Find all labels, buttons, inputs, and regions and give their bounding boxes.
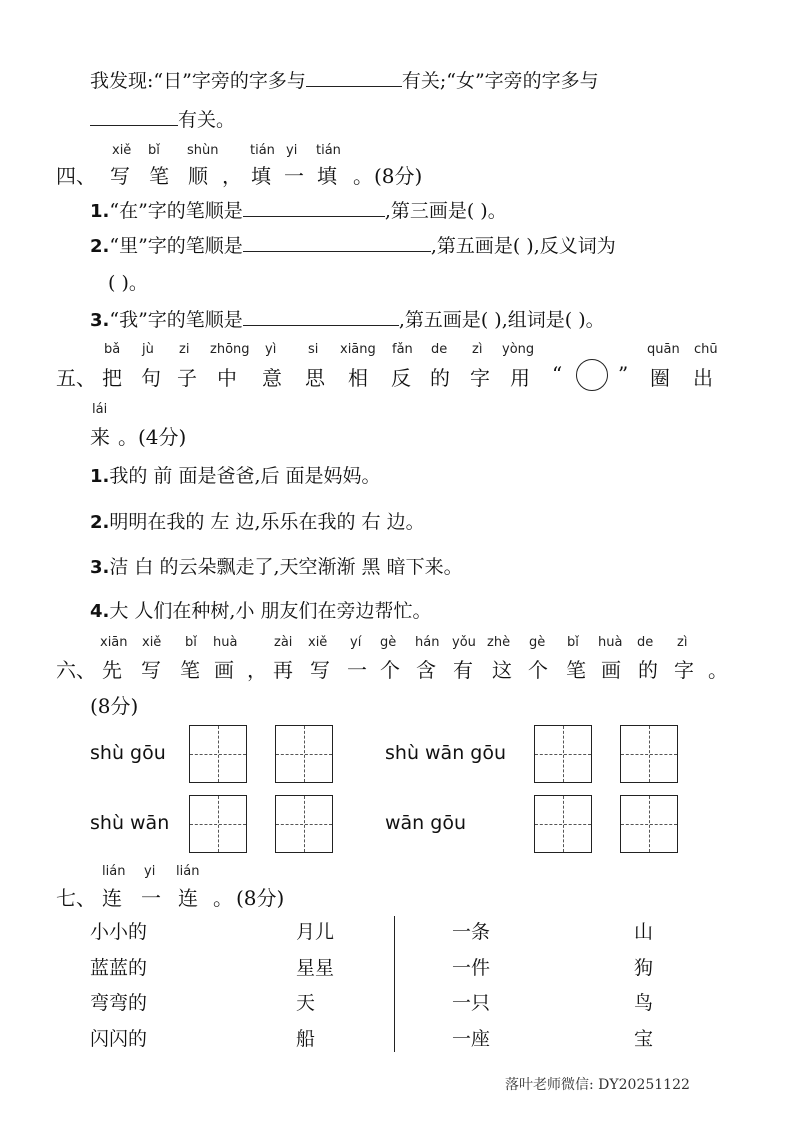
s5-pinyin-0: bǎ [104, 342, 121, 357]
s5-quote-open: “ [552, 362, 563, 386]
s4-char-5: 一 [284, 164, 304, 188]
s6-char-17: 。 [708, 658, 728, 682]
s5-char-2: 子 [177, 366, 197, 390]
stroke-label: shù wān gōu [385, 742, 507, 764]
answer-blank[interactable] [243, 233, 431, 252]
match-left-a[interactable]: 闪闪的 [90, 1028, 148, 1050]
s7-pinyin-2: lián [176, 864, 200, 879]
s5-lai: 来 [90, 425, 110, 449]
s4-pinyin-4: yi [286, 143, 298, 158]
writing-grid-box[interactable] [275, 795, 333, 853]
match-right-a[interactable]: 一座 [452, 1028, 491, 1050]
s4-char-0: 写 [110, 164, 130, 188]
s7-score: (8分) [236, 886, 285, 910]
s5-char-7: 反 [391, 366, 411, 390]
s6-pinyin-15: zì [677, 635, 688, 650]
s5-tail: 。(4分) [118, 425, 187, 449]
answer-blank[interactable] [243, 307, 399, 326]
line1-text-b: 有关;“女”字旁的字多与 [401, 70, 599, 92]
s5-item-text[interactable]: 洁 白 的云朵飘走了,天空渐渐 黑 暗下来。 [109, 556, 463, 578]
s4-char-6: 填 [317, 164, 337, 188]
s5-item-text[interactable]: 明明在我的 左 边,乐乐在我的 右 边。 [109, 511, 425, 533]
s6-char-7: 一 [347, 658, 367, 682]
writing-grid-box[interactable] [189, 795, 247, 853]
q3-text-b: ,第五画是( ),组词是( )。 [398, 309, 605, 331]
s4-pinyin-5: tián [316, 143, 341, 158]
s5-item-num: 1. [90, 466, 110, 487]
s4-question-2 [90, 233, 616, 260]
s6-pinyin-5: xiě [308, 635, 328, 650]
s6-char-2: 笔 [180, 658, 200, 682]
s4-pinyin-1: bǐ [148, 143, 160, 158]
s5-item-text[interactable]: 我的 前 面是爸爸,后 面是妈妈。 [109, 465, 381, 487]
s6-pinyin-12: bǐ [567, 635, 579, 650]
s5-item-1 [90, 463, 381, 490]
s6-char-15: 的 [638, 658, 658, 682]
s6-pinyin-6: yí [350, 635, 362, 650]
s5-char-8: 的 [430, 366, 450, 390]
column-divider [394, 916, 395, 1052]
q3-num: 3. [90, 310, 110, 331]
s5-pinyin-10: yòng [502, 342, 535, 357]
s5-char-3: 中 [217, 366, 237, 390]
q3-text-a: “我”字的笔顺是 [109, 309, 243, 331]
writing-grid-box[interactable] [534, 795, 592, 853]
s4-question-1 [90, 198, 507, 225]
s4-pinyin-3: tián [250, 143, 275, 158]
s6-pinyin-4: zài [274, 635, 293, 650]
s6-pinyin-2: bǐ [185, 635, 197, 650]
s6-char-6: 写 [310, 658, 330, 682]
fill-line-1 [90, 68, 599, 94]
s6-score: (8分) [90, 694, 139, 718]
s5-item-2 [90, 509, 425, 536]
s7-char-0: 连 [102, 886, 122, 910]
s7-char-3: 。 [213, 886, 233, 910]
s4-char-3: ， [222, 164, 242, 188]
fill-line-2 [90, 107, 235, 133]
s6-pinyin-0: xiān [100, 635, 128, 650]
s6-pinyin-7: gè [380, 635, 397, 650]
match-left-b[interactable]: 月儿 [296, 921, 335, 943]
match-right-b[interactable]: 鸟 [634, 992, 654, 1014]
s4-char-7: 。 [353, 164, 373, 188]
s5-pinyin-9: zì [472, 342, 483, 357]
s5-pinyin-4: yì [265, 342, 277, 357]
circle-symbol [576, 359, 608, 391]
s5-char-9: 字 [470, 366, 490, 390]
s5-pinyin-12: chū [694, 342, 718, 357]
match-right-b[interactable]: 山 [634, 921, 654, 943]
s6-char-5: 再 [273, 658, 293, 682]
s6-char-11: 这 [492, 658, 512, 682]
stroke-label: shù gōu [90, 742, 166, 764]
s5-char-10: 用 [510, 366, 530, 390]
s6-char-9: 含 [416, 658, 436, 682]
s5-char-6: 相 [348, 366, 368, 390]
s5-item-num: 3. [90, 557, 110, 578]
writing-grid-box[interactable] [620, 725, 678, 783]
s6-char-0: 先 [102, 658, 122, 682]
s5-pinyin-6: xiāng [340, 342, 376, 357]
s6-char-10: 有 [453, 658, 473, 682]
s5-char-5: 思 [305, 366, 325, 390]
s6-char-16: 字 [674, 658, 694, 682]
s5-char-end-1: 出 [693, 366, 713, 390]
writing-grid-box[interactable] [189, 725, 247, 783]
s6-pinyin-8: hán [415, 635, 440, 650]
s5-quote-close: ” [618, 362, 629, 386]
match-right-b[interactable]: 狗 [634, 957, 654, 979]
s4-score: (8分) [374, 164, 423, 188]
match-left-b[interactable]: 星星 [296, 957, 335, 979]
answer-blank[interactable] [306, 68, 402, 87]
answer-blank[interactable] [90, 107, 178, 126]
s6-pinyin-10: zhè [487, 635, 511, 650]
s5-item-3 [90, 554, 463, 581]
match-left-a[interactable]: 蓝蓝的 [90, 957, 148, 979]
s6-num: 六、 [56, 658, 96, 682]
writing-grid-box[interactable] [620, 795, 678, 853]
s5-pinyin-11: quān [647, 342, 680, 357]
line1-text-a: 我发现:“日”字旁的字多与 [90, 70, 306, 92]
s7-char-1: 一 [141, 886, 161, 910]
s6-char-8: 个 [380, 658, 400, 682]
match-right-a[interactable]: 一只 [452, 992, 491, 1014]
line2-text-b: 有关。 [178, 109, 236, 131]
q2-text-a: “里”字的笔顺是 [109, 235, 243, 257]
s7-num: 七、 [56, 886, 96, 910]
s4-char-4: 填 [251, 164, 271, 188]
s5-char-4: 意 [262, 366, 282, 390]
s6-pinyin-11: gè [529, 635, 546, 650]
s7-pinyin-0: lián [102, 864, 126, 879]
s4-pinyin-0: xiě [112, 143, 132, 158]
s5-pinyin-8: de [431, 342, 448, 357]
s7-char-2: 连 [178, 886, 198, 910]
s6-pinyin-9: yǒu [452, 635, 476, 650]
s4-pinyin-2: shùn [187, 143, 219, 158]
match-right-a[interactable]: 一条 [452, 921, 491, 943]
s6-char-14: 画 [601, 658, 621, 682]
writing-grid-box[interactable] [275, 725, 333, 783]
s5-char-1: 句 [141, 366, 161, 390]
s5-item-num: 4. [90, 601, 110, 622]
s4-num: 四、 [56, 164, 96, 188]
s5-item-text[interactable]: 大 人们在种树,小 朋友们在旁边帮忙。 [109, 600, 432, 622]
match-left-b[interactable]: 船 [296, 1028, 316, 1050]
s5-char-end-0: 圈 [650, 366, 670, 390]
s4-char-2: 顺 [188, 164, 208, 188]
s5-pinyin-7: fǎn [392, 342, 413, 357]
s5-char-0: 把 [102, 366, 122, 390]
q1-num: 1. [90, 201, 110, 222]
s5-item-4 [90, 598, 432, 625]
q2-text-c: ( )。 [108, 272, 148, 294]
s6-char-1: 写 [141, 658, 161, 682]
s7-pinyin-1: yi [144, 864, 156, 879]
s5-num: 五、 [56, 366, 96, 390]
q2-num: 2. [90, 236, 110, 257]
s6-pinyin-1: xiě [142, 635, 162, 650]
circle-shape [576, 359, 608, 391]
section-4-title [56, 160, 96, 189]
s4-question-3 [90, 307, 605, 334]
stroke-label: wān gōu [385, 812, 466, 834]
q1-text-a: “在”字的笔顺是 [109, 200, 243, 222]
s5-pinyin-3: zhōng [210, 342, 250, 357]
s5-lai-pinyin: lái [92, 402, 108, 417]
s6-pinyin-14: de [637, 635, 654, 650]
match-left-a[interactable]: 弯弯的 [90, 992, 148, 1014]
s6-char-12: 个 [528, 658, 548, 682]
s5-pinyin-1: jù [142, 342, 154, 357]
match-left-a[interactable]: 小小的 [90, 921, 148, 943]
writing-grid-box[interactable] [534, 725, 592, 783]
match-right-b[interactable]: 宝 [634, 1028, 654, 1050]
s6-char-13: 笔 [566, 658, 586, 682]
s4-char-1: 笔 [149, 164, 169, 188]
s5-item-num: 2. [90, 512, 110, 533]
q1-text-b: ,第三画是( )。 [384, 200, 507, 222]
s6-char-4: ， [247, 658, 267, 682]
s6-pinyin-3: huà [213, 635, 238, 650]
watermark: 落叶老师微信: DY20251122 [505, 1077, 690, 1093]
s5-pinyin-5: si [308, 342, 319, 357]
answer-blank[interactable] [243, 198, 385, 217]
s5-pinyin-2: zi [179, 342, 190, 357]
s6-pinyin-13: huà [598, 635, 623, 650]
match-left-b[interactable]: 天 [296, 992, 316, 1014]
stroke-label: shù wān [90, 812, 170, 834]
s6-char-3: 画 [214, 658, 234, 682]
q2-text-b: ,第五画是( ),反义词为 [430, 235, 616, 257]
match-right-a[interactable]: 一件 [452, 957, 491, 979]
